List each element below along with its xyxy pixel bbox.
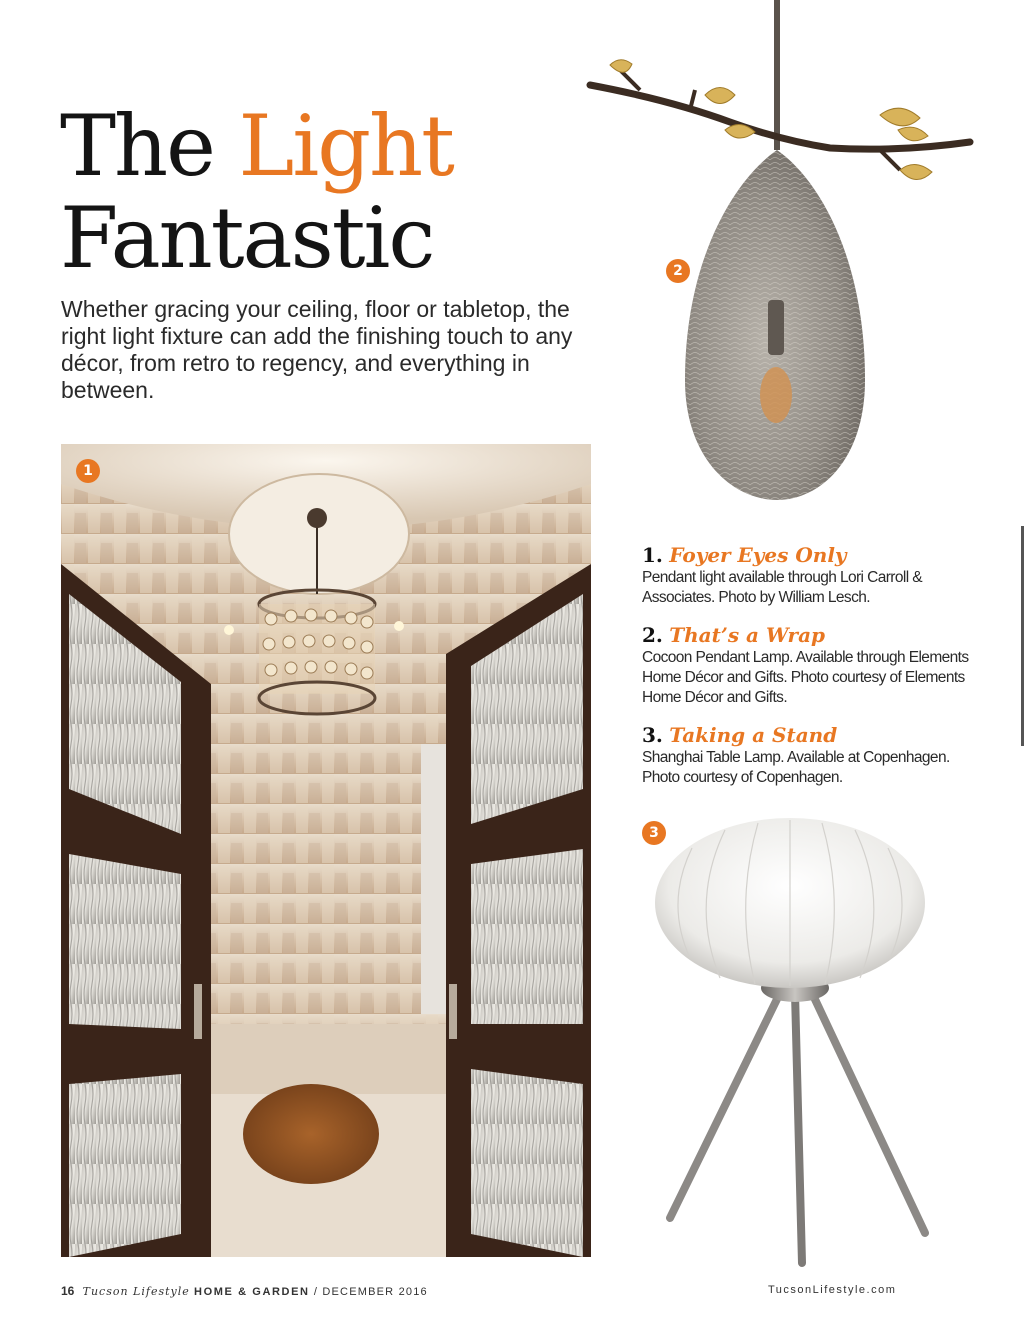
foyer-photo xyxy=(61,444,591,1257)
headline-word-the: The xyxy=(60,97,214,195)
caption-item-3 xyxy=(642,722,972,788)
caption-number: 1. xyxy=(642,543,663,567)
cocoon-pendant-illustration xyxy=(580,0,980,510)
caption-body: Pendant light available through Lori Carroll & Associates. Photo by William Lesch. xyxy=(642,569,923,606)
caption-title: That’s a Wrap xyxy=(669,623,826,647)
item-number-badge-2: 2 xyxy=(666,259,690,283)
issue-date: DECEMBER 2016 xyxy=(322,1286,428,1298)
section-name: HOME & GARDEN xyxy=(194,1286,310,1298)
website-url: TucsonLifestyle.com xyxy=(768,1284,897,1296)
headline-word-fantastic: Fantastic xyxy=(60,189,434,287)
item-number-badge-1: 1 xyxy=(76,459,100,483)
caption-heading xyxy=(642,722,972,748)
caption-title: Foyer Eyes Only xyxy=(669,543,847,567)
page-number: 16 xyxy=(61,1284,75,1298)
item-number-badge-3: 3 xyxy=(642,821,666,845)
foyer-illustration xyxy=(61,444,591,1257)
caption-body: Shanghai Table Lamp. Available at Copenhagen. Photo courtesy of Copenhagen. xyxy=(642,749,950,786)
caption-heading xyxy=(642,542,972,568)
caption-title: Taking a Stand xyxy=(669,723,838,747)
caption-number: 3. xyxy=(642,723,663,747)
caption-number: 2. xyxy=(642,623,663,647)
captions-list xyxy=(642,542,972,802)
caption-item-1 xyxy=(642,542,972,608)
cocoon-pendant-photo xyxy=(580,0,980,510)
caption-heading xyxy=(642,622,972,648)
footer-separator: / xyxy=(313,1286,319,1298)
caption-item-2 xyxy=(642,622,972,708)
publication-name: Tucson Lifestyle xyxy=(82,1285,190,1298)
page-footer-left xyxy=(61,1284,428,1298)
headline xyxy=(60,97,453,287)
table-lamp-illustration xyxy=(640,808,940,1270)
table-lamp-photo xyxy=(640,808,940,1270)
headline-word-light: Light xyxy=(238,97,453,195)
caption-body: Cocoon Pendant Lamp. Available through Elements Home Décor and Gifts. Photo courtesy of Elements Home Décor and Gifts. xyxy=(642,649,969,706)
dek-intro: Whether gracing your ceiling, floor or tabletop, the right light fixture can add the finishing touch to any décor, from retro to regency, and everything in between. xyxy=(61,296,573,403)
